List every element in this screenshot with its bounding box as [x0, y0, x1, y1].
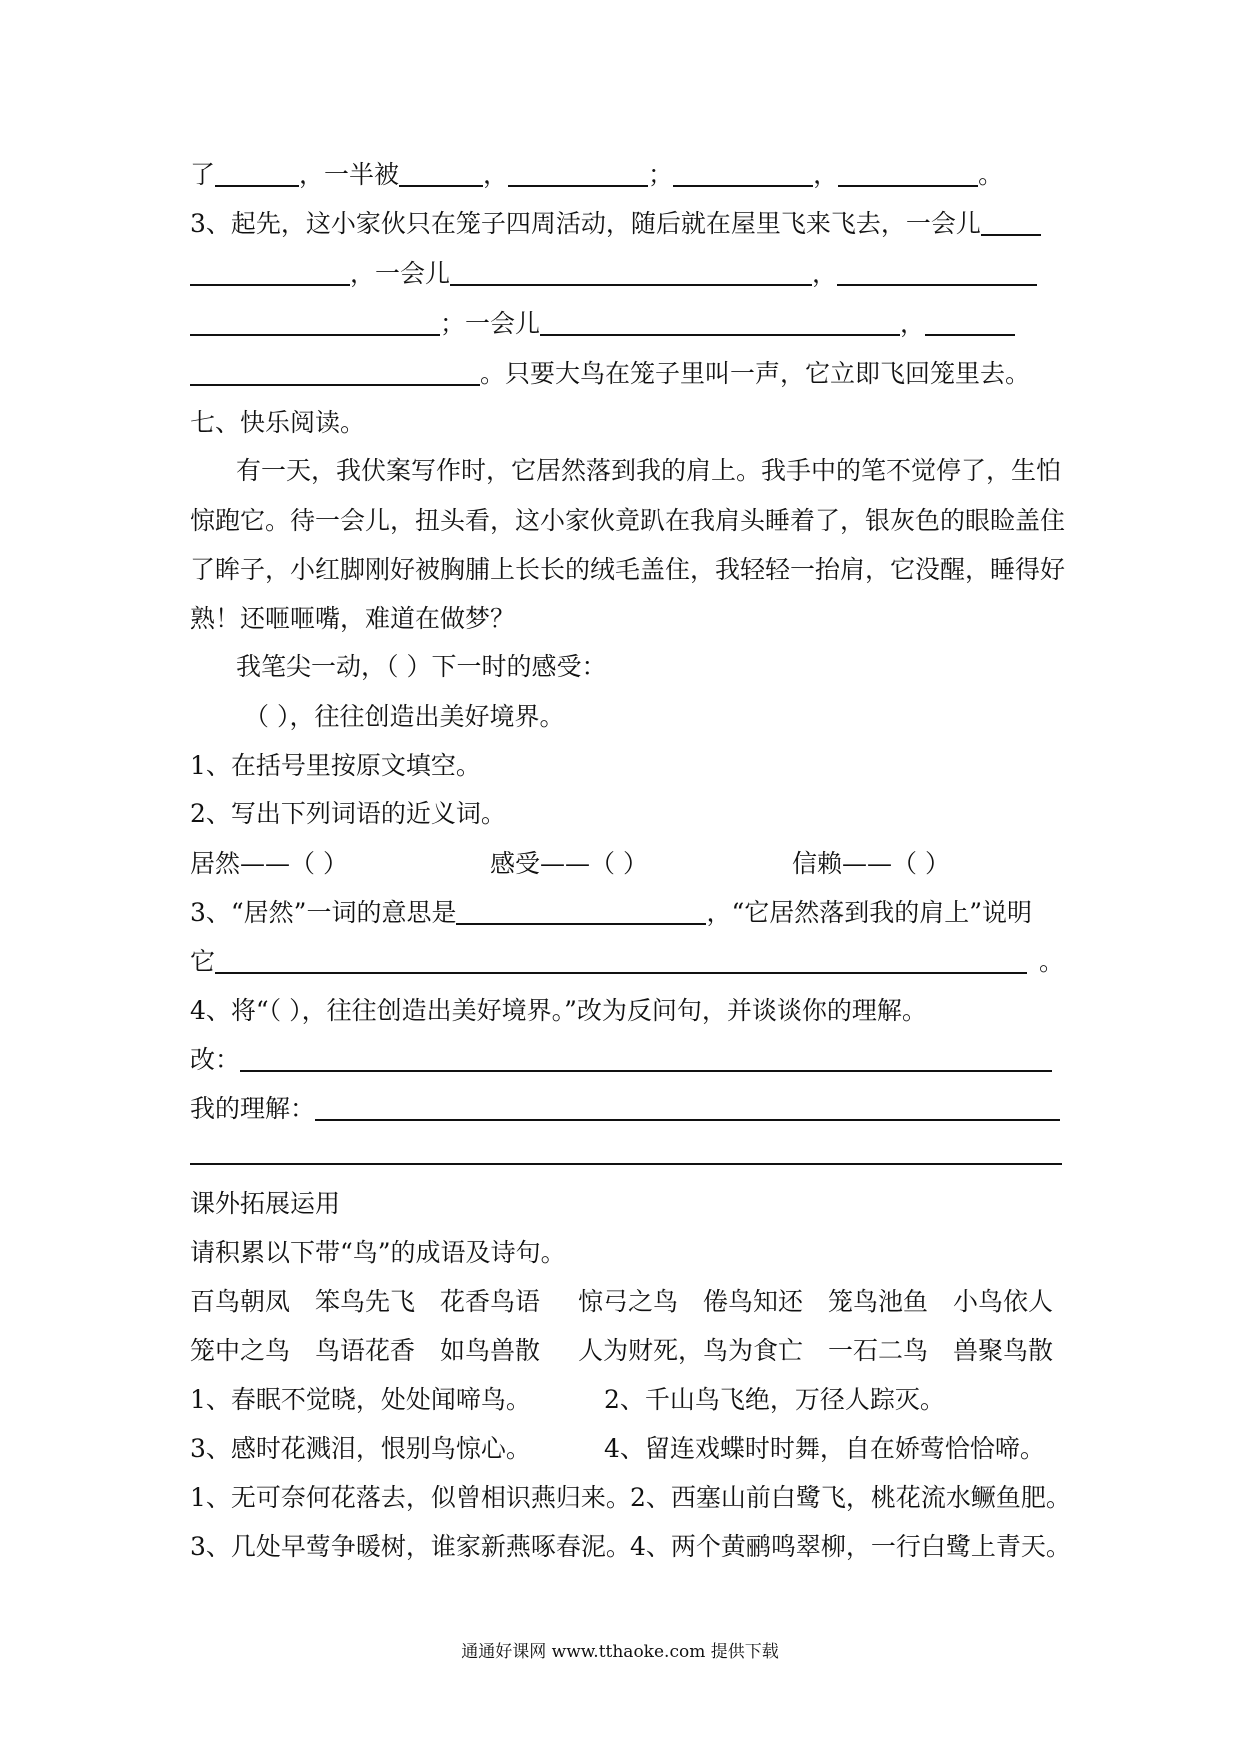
- idiom: 百鸟朝凤: [190, 1287, 291, 1316]
- poem-line: 4、两个黄鹂鸣翠柳，一行白鹭上青天。: [630, 1532, 1071, 1561]
- poem-line: 2、千山鸟飞绝，万径人踪灭。: [604, 1385, 945, 1414]
- poem-line: 1、无可奈何花落去，似曾相识燕归来。: [190, 1483, 631, 1512]
- idiom: 一石二鸟: [828, 1336, 929, 1365]
- text: ；一会儿: [440, 309, 541, 338]
- rewrite-blank[interactable]: [240, 1046, 1052, 1072]
- synonym-item[interactable]: 信赖——（ ）: [792, 849, 950, 878]
- passage-line: 了眸子，小红脚刚好被胸脯上长长的绒毛盖住，我轻轻一抬肩，它没醒，睡得好: [190, 555, 1066, 584]
- blank[interactable]: [190, 260, 350, 286]
- synonym-row: [490, 849, 648, 879]
- blank[interactable]: [837, 260, 1037, 286]
- fill-line-2: [190, 209, 1041, 239]
- blank[interactable]: [215, 161, 299, 187]
- blank[interactable]: [215, 948, 1027, 974]
- understanding-row: [190, 1094, 1060, 1124]
- idiom: 兽聚鸟散: [953, 1336, 1054, 1365]
- text: ，: [813, 160, 839, 189]
- understanding-blank[interactable]: [315, 1095, 1060, 1121]
- rewrite-row: [190, 1045, 1052, 1075]
- text: ，一半被: [299, 160, 400, 189]
- blank[interactable]: [838, 161, 978, 187]
- passage-line: 惊跑它。待一会儿，扭头看，这小家伙竟趴在我肩头睡着了，银灰色的眼睑盖住: [190, 506, 1066, 535]
- poem-line: 2、西塞山前白鹭飞，桃花流水鳜鱼肥。: [630, 1483, 1071, 1512]
- text: ，: [900, 309, 926, 338]
- idiom: 小鸟依人: [953, 1287, 1054, 1316]
- poem-line: 3、几处早莺争暖树，谁家新燕啄春泥。: [190, 1532, 631, 1561]
- question-4: 4、将“（ ），往往创造出美好境界。”改为反问句，并谈谈你的理解。: [190, 996, 927, 1025]
- extension-intro: 请积累以下带“鸟”的成语及诗句。: [190, 1238, 566, 1267]
- rewrite-label: 改：: [190, 1045, 241, 1074]
- text: ，: [483, 160, 509, 189]
- blank[interactable]: [925, 310, 1015, 336]
- idiom: 如鸟兽散: [440, 1336, 541, 1365]
- idiom: 鸟语花香: [315, 1336, 416, 1365]
- fill-line-4: [190, 309, 1015, 339]
- extension-heading: 课外拓展运用: [190, 1189, 341, 1218]
- question-1: 1、在括号里按原文填空。: [190, 751, 481, 780]
- text: ，“它居然落到我的肩上”说明: [706, 898, 1033, 927]
- fill-line-1: [190, 160, 1003, 190]
- blank[interactable]: [673, 161, 813, 187]
- text: ，: [812, 259, 838, 288]
- text: 它: [190, 947, 216, 976]
- blank[interactable]: [508, 161, 648, 187]
- poem-line: 4、留连戏蝶时时舞，自在娇莺恰恰啼。: [604, 1434, 1045, 1463]
- text: ；: [648, 160, 674, 189]
- synonym-item[interactable]: 居然——（ ）: [190, 849, 348, 878]
- section-heading: 七、快乐阅读。: [190, 408, 366, 437]
- blank[interactable]: [981, 210, 1041, 236]
- text: 3、起先，这小家伙只在笼子四周活动，随后就在屋里飞来飞去，一会儿: [190, 209, 981, 238]
- text: ，一会儿: [350, 259, 451, 288]
- passage-line: 我笔尖一动，（ ）下一时的感受：: [236, 652, 607, 681]
- synonym-row: [190, 849, 348, 879]
- answer-rule[interactable]: [190, 1163, 1062, 1165]
- question-3: [190, 898, 1032, 928]
- idiom: 笼鸟池鱼: [828, 1287, 929, 1316]
- text: 。只要大鸟在笼子里叫一声，它立即飞回笼里去。: [480, 359, 1031, 388]
- blank[interactable]: [450, 260, 812, 286]
- synonym-item[interactable]: 感受——（ ）: [490, 849, 648, 878]
- blank[interactable]: [399, 161, 483, 187]
- text: 。: [978, 160, 1004, 189]
- idiom: 惊弓之鸟: [578, 1287, 679, 1316]
- text: 。: [1039, 947, 1065, 976]
- synonym-row: [792, 849, 950, 879]
- text: 3、“居然”一词的意思是: [190, 898, 457, 927]
- passage-line: 熟！还咂咂嘴，难道在做梦？: [190, 604, 516, 633]
- passage-line: 有一天，我伏案写作时，它居然落到我的肩上。我手中的笔不觉停了，生怕: [236, 456, 1062, 485]
- page-footer: 通通好课网 www.tthaoke.com 提供下载: [461, 1642, 779, 1662]
- idiom: 人为财死，鸟为食亡: [578, 1336, 804, 1365]
- blank[interactable]: [456, 899, 706, 925]
- poem-line: 3、感时花溅泪，恨别鸟惊心。: [190, 1434, 531, 1463]
- blank[interactable]: [540, 310, 900, 336]
- fill-line-5: [190, 359, 1030, 389]
- passage-line: （ ），往往创造出美好境界。: [244, 702, 565, 731]
- idiom: 倦鸟知还: [703, 1287, 804, 1316]
- idiom: 花香鸟语: [440, 1287, 541, 1316]
- text: 了: [190, 160, 216, 189]
- blank[interactable]: [190, 360, 480, 386]
- idiom: 笨鸟先飞: [315, 1287, 416, 1316]
- fill-line-3: [190, 259, 1037, 289]
- understanding-label: 我的理解：: [190, 1094, 316, 1123]
- idiom: 笼中之鸟: [190, 1336, 291, 1365]
- blank[interactable]: [190, 310, 440, 336]
- question-2: 2、写出下列词语的近义词。: [190, 799, 506, 828]
- poem-line: 1、春眠不觉晓，处处闻啼鸟。: [190, 1385, 531, 1414]
- question-3-cont: [190, 947, 1064, 977]
